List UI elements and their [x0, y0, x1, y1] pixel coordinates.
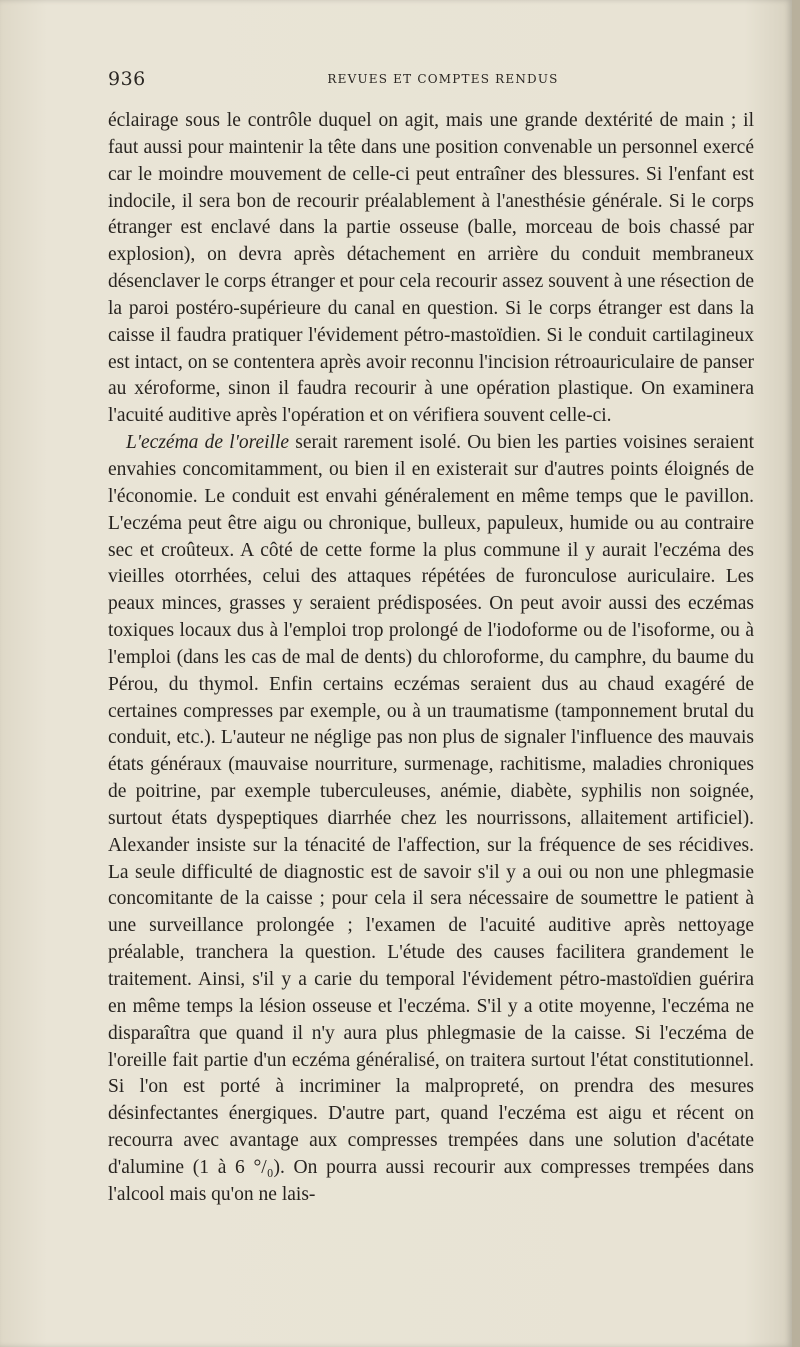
section-lead-italic: L'eczéma de l'oreille [126, 432, 290, 454]
paragraph [108, 430, 754, 1208]
paragraph-text: serait rarement isolé. Ou bien les parties voisines seraient envahies concomitamment, ou bien il en existerait sur d'autres points éloignés de l'économie. Le conduit est envahi généralement en même temps que le pavillon. L'eczéma peut être aigu ou chronique, bulleux, papuleux, humide ou au contraire sec et croûteux. A côté de cette forme la plus commune il y aurait l'eczéma des vieilles otorrhées, celui des attaques répétées de furonculose auriculaire. Les peaux minces, grasses y seraient prédisposées. On peut avoir aussi des eczémas toxiques locaux dus à l'emploi trop prolongé de l'iodoforme ou de l'isoforme, ou à l'emploi (dans les cas de mal de dents) du chloroforme, du camphre, du baume du Pérou, du thymol. Enfin certains eczémas seraient dus au chaud exagéré de certaines compresses par exemple, ou à un traumatisme (tamponnement brutal du conduit, etc.). L'auteur ne néglige pas non plus de signaler l'influence des mauvais états généraux (mauvaise nourriture, surmenage, rachitisme, maladies chroniques de poitrine, par exemple tuberculeuses, anémie, diabète, syphilis non soignée, surtout états dyspeptiques diarrhée chez les nourrissons, allaitement artificiel). Alexander insiste sur la ténacité de l'affection, sur la fréquence de ses récidives. La seule difficulté de diagnostic est de savoir s'il y a oui ou non une phlegmasie concomitante de la caisse ; pour cela il sera nécessaire de soumettre le patient à une surveillance prolongée ; l'examen de l'acuité auditive après nettoyage préalable, tranchera la question. L'étude des causes facilitera grandement le traitement. Ainsi, s'il y a carie du temporal l'évidement pétro-mastoïdien guérira en même temps la lésion osseuse et l'eczéma. S'il y a otite moyenne, l'eczéma ne disparaîtra que quand il n'y aura plus phlegmasie de la caisse. Si l'eczéma de l'oreille fait partie d'un eczéma généralisé, on traitera surtout l'état constitutionnel. Si l'on est porté à incriminer la malpropreté, on prendra des mesures désinfectantes énergiques. D'autre part, quand l'eczéma est aigu et récent on recourra avec avantage aux compresses trempées dans une solution d'acétate d'alumine (1 à 6 °/₀). On pourra aussi recourir aux compresses trempées dans l'alcool mais qu'on ne lais- [108, 432, 754, 1205]
article-body [108, 108, 754, 1209]
page-edge [792, 0, 800, 1347]
page-header [108, 68, 748, 96]
running-head: REVUES ET COMPTES RENDUS [327, 72, 559, 86]
paragraph: éclairage sous le contrôle duquel on agit, mais une grande dextérité de main ; il faut aussi pour maintenir la tête dans une position convenable un personnel exercé car le moindre mouvement de celle-ci peut entraîner des blessures. Si l'enfant est indocile, il sera bon de recourir préalablement à l'anesthésie générale. Si le corps étranger est enclavé dans la partie osseuse (balle, morceau de bois chassé par explosion), on devra après détachement en arrière du conduit membraneux désenclaver le corps étranger et pour cela recourir assez souvent à une résection de la paroi postéro-supérieure du canal en question. Si le corps étranger est dans la caisse il faudra pratiquer l'évidement pétro-mastoïdien. Si le conduit cartilagineux est intact, on se contentera après avoir reconnu l'incision rétroauriculaire de panser au xéroforme, sinon il faudra recourir à une opération plastique. On examinera l'acuité auditive après l'opération et on vérifiera souvent celle-ci. [108, 110, 754, 427]
page-number: 936 [108, 68, 146, 90]
